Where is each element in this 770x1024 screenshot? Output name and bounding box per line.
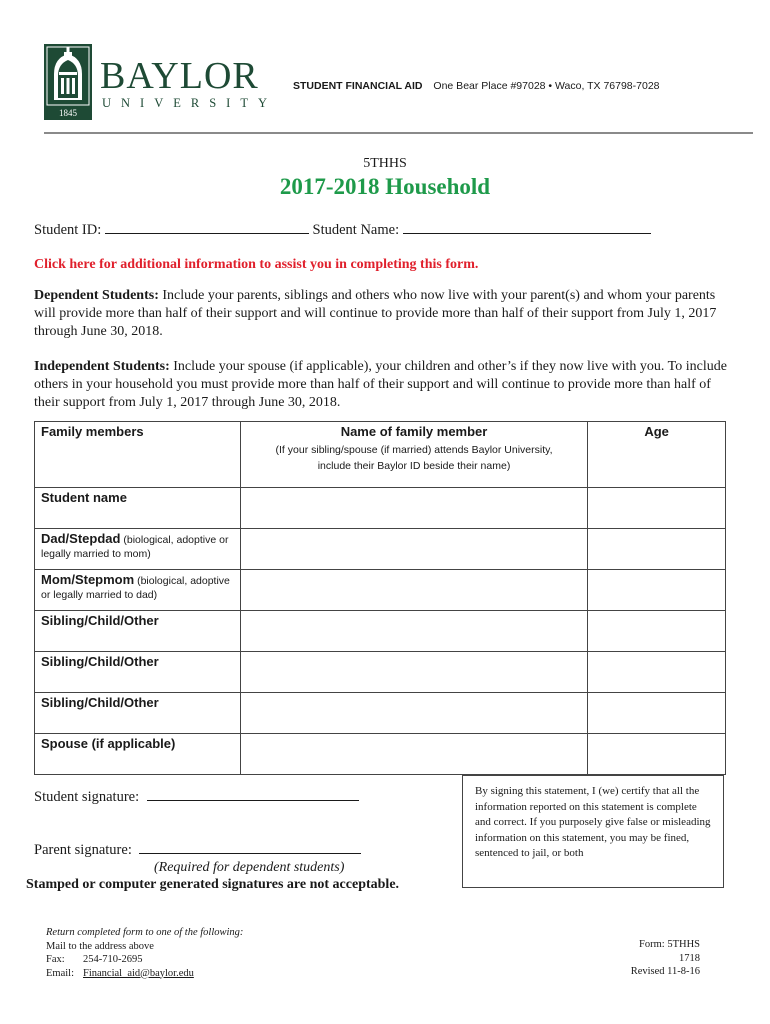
row-label-sibling-2: Sibling/Child/Other [35, 652, 241, 693]
age-cell[interactable] [588, 570, 726, 611]
age-cell[interactable] [588, 611, 726, 652]
form-metadata [631, 938, 700, 979]
dependent-label: Dependent Students: [34, 288, 159, 303]
name-cell[interactable] [240, 734, 587, 775]
student-signature-label: Student signature: [34, 789, 140, 805]
university-sub: UNIVERSITY [102, 96, 277, 110]
parent-signature-label: Parent signature: [34, 842, 132, 858]
age-cell[interactable] [588, 734, 726, 775]
row-label-sibling-3: Sibling/Child/Other [35, 693, 241, 734]
dependent-text: Include your parents, siblings and others who now live with your parent(s) and whom your parents will provide more than half of their support and will continue to provide more than half of their support from July 1, 2017 through June 30, 2018. [34, 288, 717, 339]
table-row [35, 570, 726, 611]
office-name: STUDENT FINANCIAL AID [293, 80, 423, 92]
header-divider [44, 132, 753, 134]
student-signature-line [34, 789, 359, 806]
student-name-label: Student Name: [312, 222, 400, 238]
form-code: 5THHS [363, 156, 407, 171]
independent-instructions [34, 358, 734, 412]
student-id-field[interactable] [105, 222, 309, 234]
office-address [293, 80, 660, 92]
dependent-instructions [34, 287, 734, 341]
table-row [35, 734, 726, 775]
age-cell[interactable] [588, 652, 726, 693]
return-mail: Mail to the address above [46, 940, 154, 952]
stamped-warning: Stamped or computer generated signatures are not acceptable. [26, 877, 400, 892]
row-label-student: Student name [35, 488, 241, 529]
email-link[interactable]: Financial_aid@baylor.edu [83, 967, 194, 979]
age-cell[interactable] [588, 693, 726, 734]
name-cell[interactable] [240, 611, 587, 652]
table-row [35, 488, 726, 529]
row-label-mom: Mom/Stepmom (biological, adoptive or legally married to dad) [35, 570, 241, 611]
letterhead [44, 44, 754, 120]
header-name-label: Name of family member [340, 424, 488, 439]
return-instructions [46, 926, 243, 980]
name-cell[interactable] [240, 570, 587, 611]
age-cell[interactable] [588, 488, 726, 529]
university-name: BAYLOR [100, 55, 259, 97]
independent-text: Include your spouse (if applicable), your children and other’s if they now live with you. To include others in your household you must provide more than half of their support and will continue to provide more than half of their support from July 1, 2017 through June 30, 2018. [34, 359, 727, 410]
return-fax: Fax: 254-710-2695 [46, 954, 143, 965]
return-title: Return completed form to one of the following: [46, 927, 244, 938]
office-street: One Bear Place #97028 • Waco, TX 76798-7028 [433, 80, 660, 92]
student-signature-field[interactable] [147, 789, 359, 801]
header-age: Age [588, 422, 726, 488]
form-title: 2017-2018 Household [279, 174, 491, 199]
revised-date: Revised 11-8-16 [630, 966, 700, 977]
row-label-dad: Dad/Stepdad (biological, adoptive or legally married to mom) [35, 529, 241, 570]
parent-signature-line [34, 842, 361, 859]
header-name-note-1: (If your sibling/spouse (if married) attends Baylor University, [275, 444, 553, 456]
form-number: 1718 [679, 952, 700, 964]
baylor-seal-logo [44, 44, 92, 120]
return-email: Email: Financial_aid@baylor.edu [46, 967, 194, 979]
age-cell[interactable] [588, 529, 726, 570]
header-name-note-2: include their Baylor ID beside their name) [317, 460, 511, 472]
name-cell[interactable] [240, 693, 587, 734]
header-family-members: Family members [35, 422, 241, 488]
name-cell[interactable] [240, 488, 587, 529]
table-header-row [35, 422, 726, 488]
header-name [240, 422, 587, 488]
additional-info-link[interactable]: Click here for additional information to assist you in completing this form. [34, 257, 479, 272]
row-label-spouse: Spouse (if applicable) [35, 734, 241, 775]
student-info-line [34, 222, 651, 239]
name-cell[interactable] [240, 529, 587, 570]
table-row [35, 693, 726, 734]
seal-year: 1845 [59, 108, 77, 118]
household-table [34, 421, 726, 775]
certification-statement: By signing this statement, I (we) certify that all the information reported on this statement is complete and correct. If you purposely give false or misleading information on this statement, you may be fined, sentenced to jail, or both [462, 775, 724, 888]
student-id-label: Student ID: [34, 222, 102, 238]
parent-signature-field[interactable] [139, 842, 361, 854]
table-row [35, 529, 726, 570]
student-name-field[interactable] [403, 222, 651, 234]
table-row [35, 652, 726, 693]
independent-label: Independent Students: [34, 359, 170, 374]
required-note: (Required for dependent students) [154, 860, 345, 875]
university-wordmark [100, 55, 277, 111]
form-id: Form: 5THHS [639, 939, 700, 950]
table-row [35, 611, 726, 652]
name-cell[interactable] [240, 652, 587, 693]
row-label-sibling-1: Sibling/Child/Other [35, 611, 241, 652]
